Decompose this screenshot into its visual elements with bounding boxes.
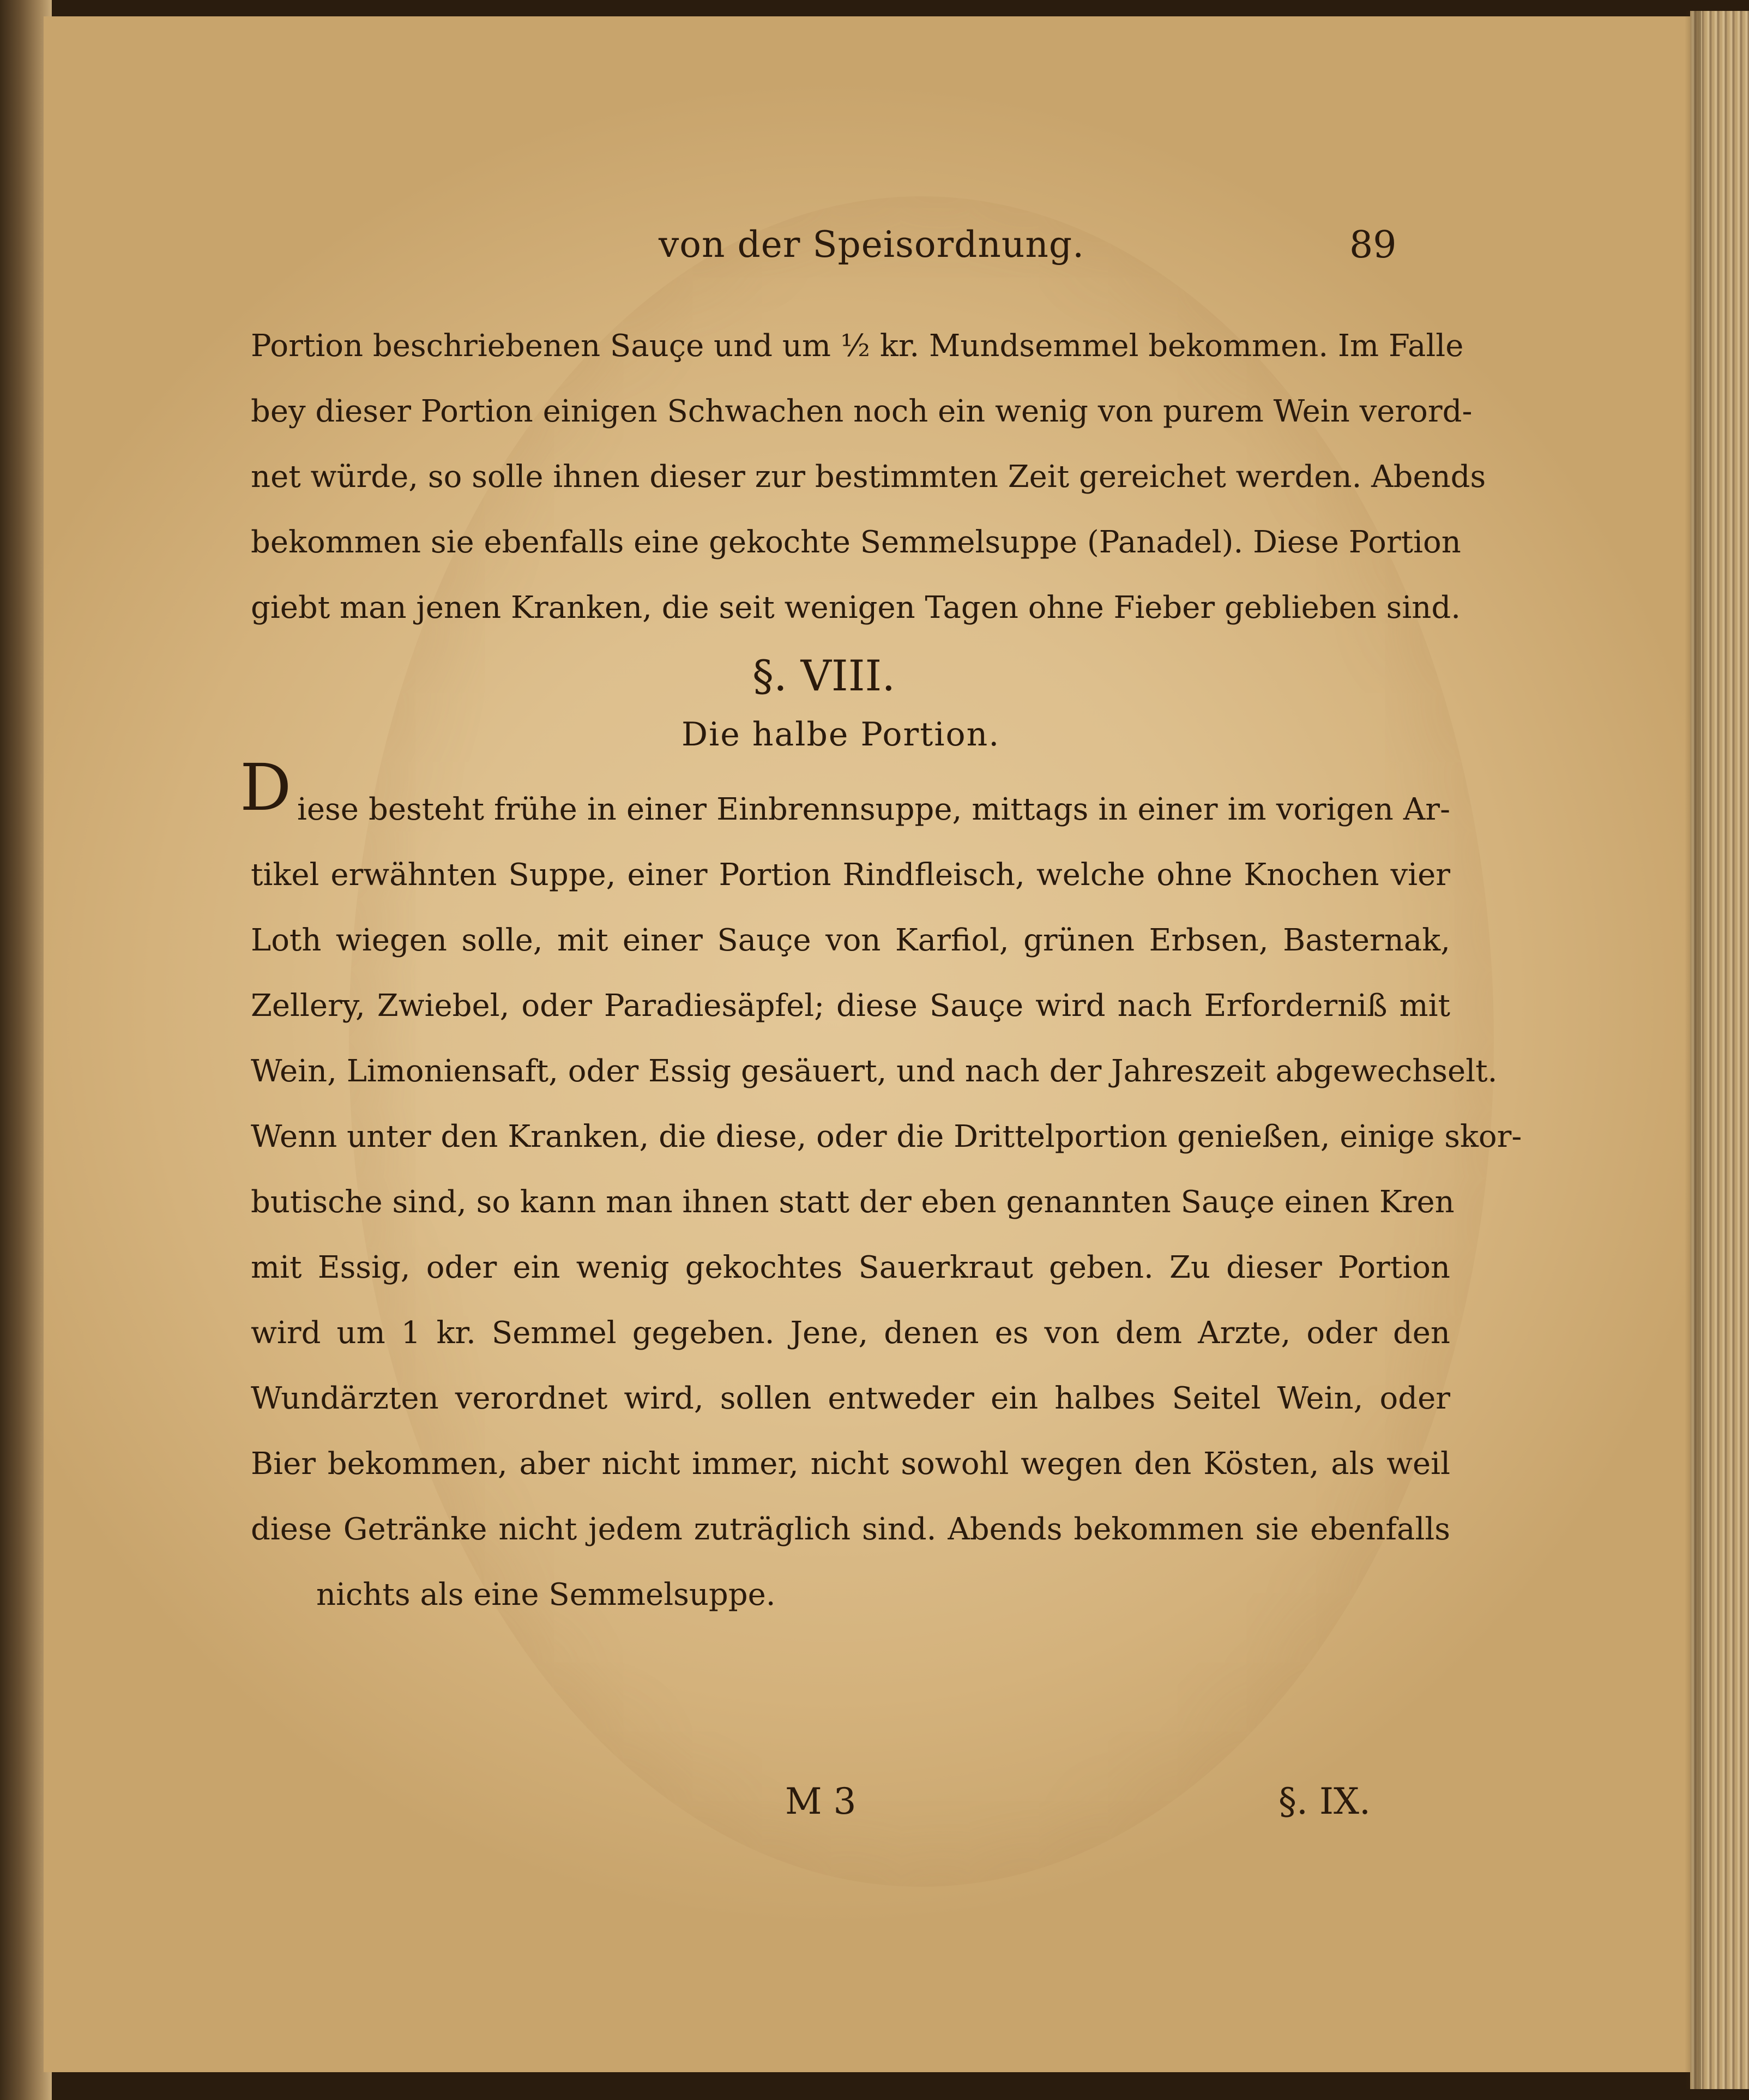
text-line: Portion beschriebenen Sauçe und um ½ kr. Mundsemmel bekommen. Im Falle	[251, 328, 1464, 364]
running-title: von der Speisordnung.	[659, 224, 1085, 266]
text-line: Wundärzten verordnet wird, sollen entweder ein halbes Seitel Wein, oder	[251, 1381, 1450, 1416]
text-line: iese besteht frühe in einer Einbrennsuppe, mittags in einer im vorigen Ar-	[297, 792, 1450, 827]
text-line: Loth wiegen solle, mit einer Sauçe von Karfiol, grünen Erbsen, Basternak,	[251, 923, 1450, 958]
page-number: 89	[1349, 224, 1397, 267]
text-line: diese Getränke nicht jedem zuträglich sind. Abends bekommen sie ebenfalls	[251, 1512, 1450, 1547]
text-line: Wenn unter den Kranken, die diese, oder die Drittelportion genießen, einige skor-	[251, 1119, 1522, 1154]
text-line: nichts als eine Semmelsuppe.	[316, 1577, 776, 1612]
show-through-shadow	[349, 196, 1494, 1887]
catchword: §. IX.	[1278, 1780, 1371, 1822]
signature-mark: M 3	[785, 1780, 857, 1822]
book-page	[44, 16, 1690, 2072]
text-line: Wein, Limoniensaft, oder Essig gesäuert, und nach der Jahreszeit abgewechselt.	[251, 1054, 1498, 1089]
text-line: net würde, so solle ihnen dieser zur bestimmten Zeit gereichet werden. Abends	[251, 459, 1486, 495]
text-line: tikel erwähnten Suppe, einer Portion Rindfleisch, welche ohne Knochen vier	[251, 857, 1450, 893]
section-heading: §. VIII.	[752, 652, 896, 701]
text-line: bekommen sie ebenfalls eine gekochte Semmelsuppe (Panadel). Diese Portion	[251, 525, 1461, 560]
text-line: giebt man jenen Kranken, die seit wenigen Tagen ohne Fieber geblieben sind.	[251, 590, 1461, 625]
text-line: mit Essig, oder ein wenig gekochtes Sauerkraut geben. Zu dieser Portion	[251, 1250, 1450, 1285]
drop-cap: D	[240, 750, 292, 825]
text-line: Zellery, Zwiebel, oder Paradiesäpfel; diese Sauçe wird nach Erforderniß mit	[251, 988, 1450, 1024]
page-edge-shade	[1685, 11, 1701, 2089]
text-line: wird um 1 kr. Semmel gegeben. Jene, denen es von dem Arzte, oder den	[251, 1315, 1450, 1351]
text-line: butische sind, so kann man ihnen statt der eben genannten Sauçe einen Kren	[251, 1184, 1455, 1220]
text-line: bey dieser Portion einigen Schwachen noch ein wenig von purem Wein verord-	[251, 394, 1473, 429]
section-subheading: Die halbe Portion.	[681, 715, 1000, 754]
text-line: Bier bekommen, aber nicht immer, nicht sowohl wegen den Kösten, als weil	[251, 1446, 1450, 1482]
